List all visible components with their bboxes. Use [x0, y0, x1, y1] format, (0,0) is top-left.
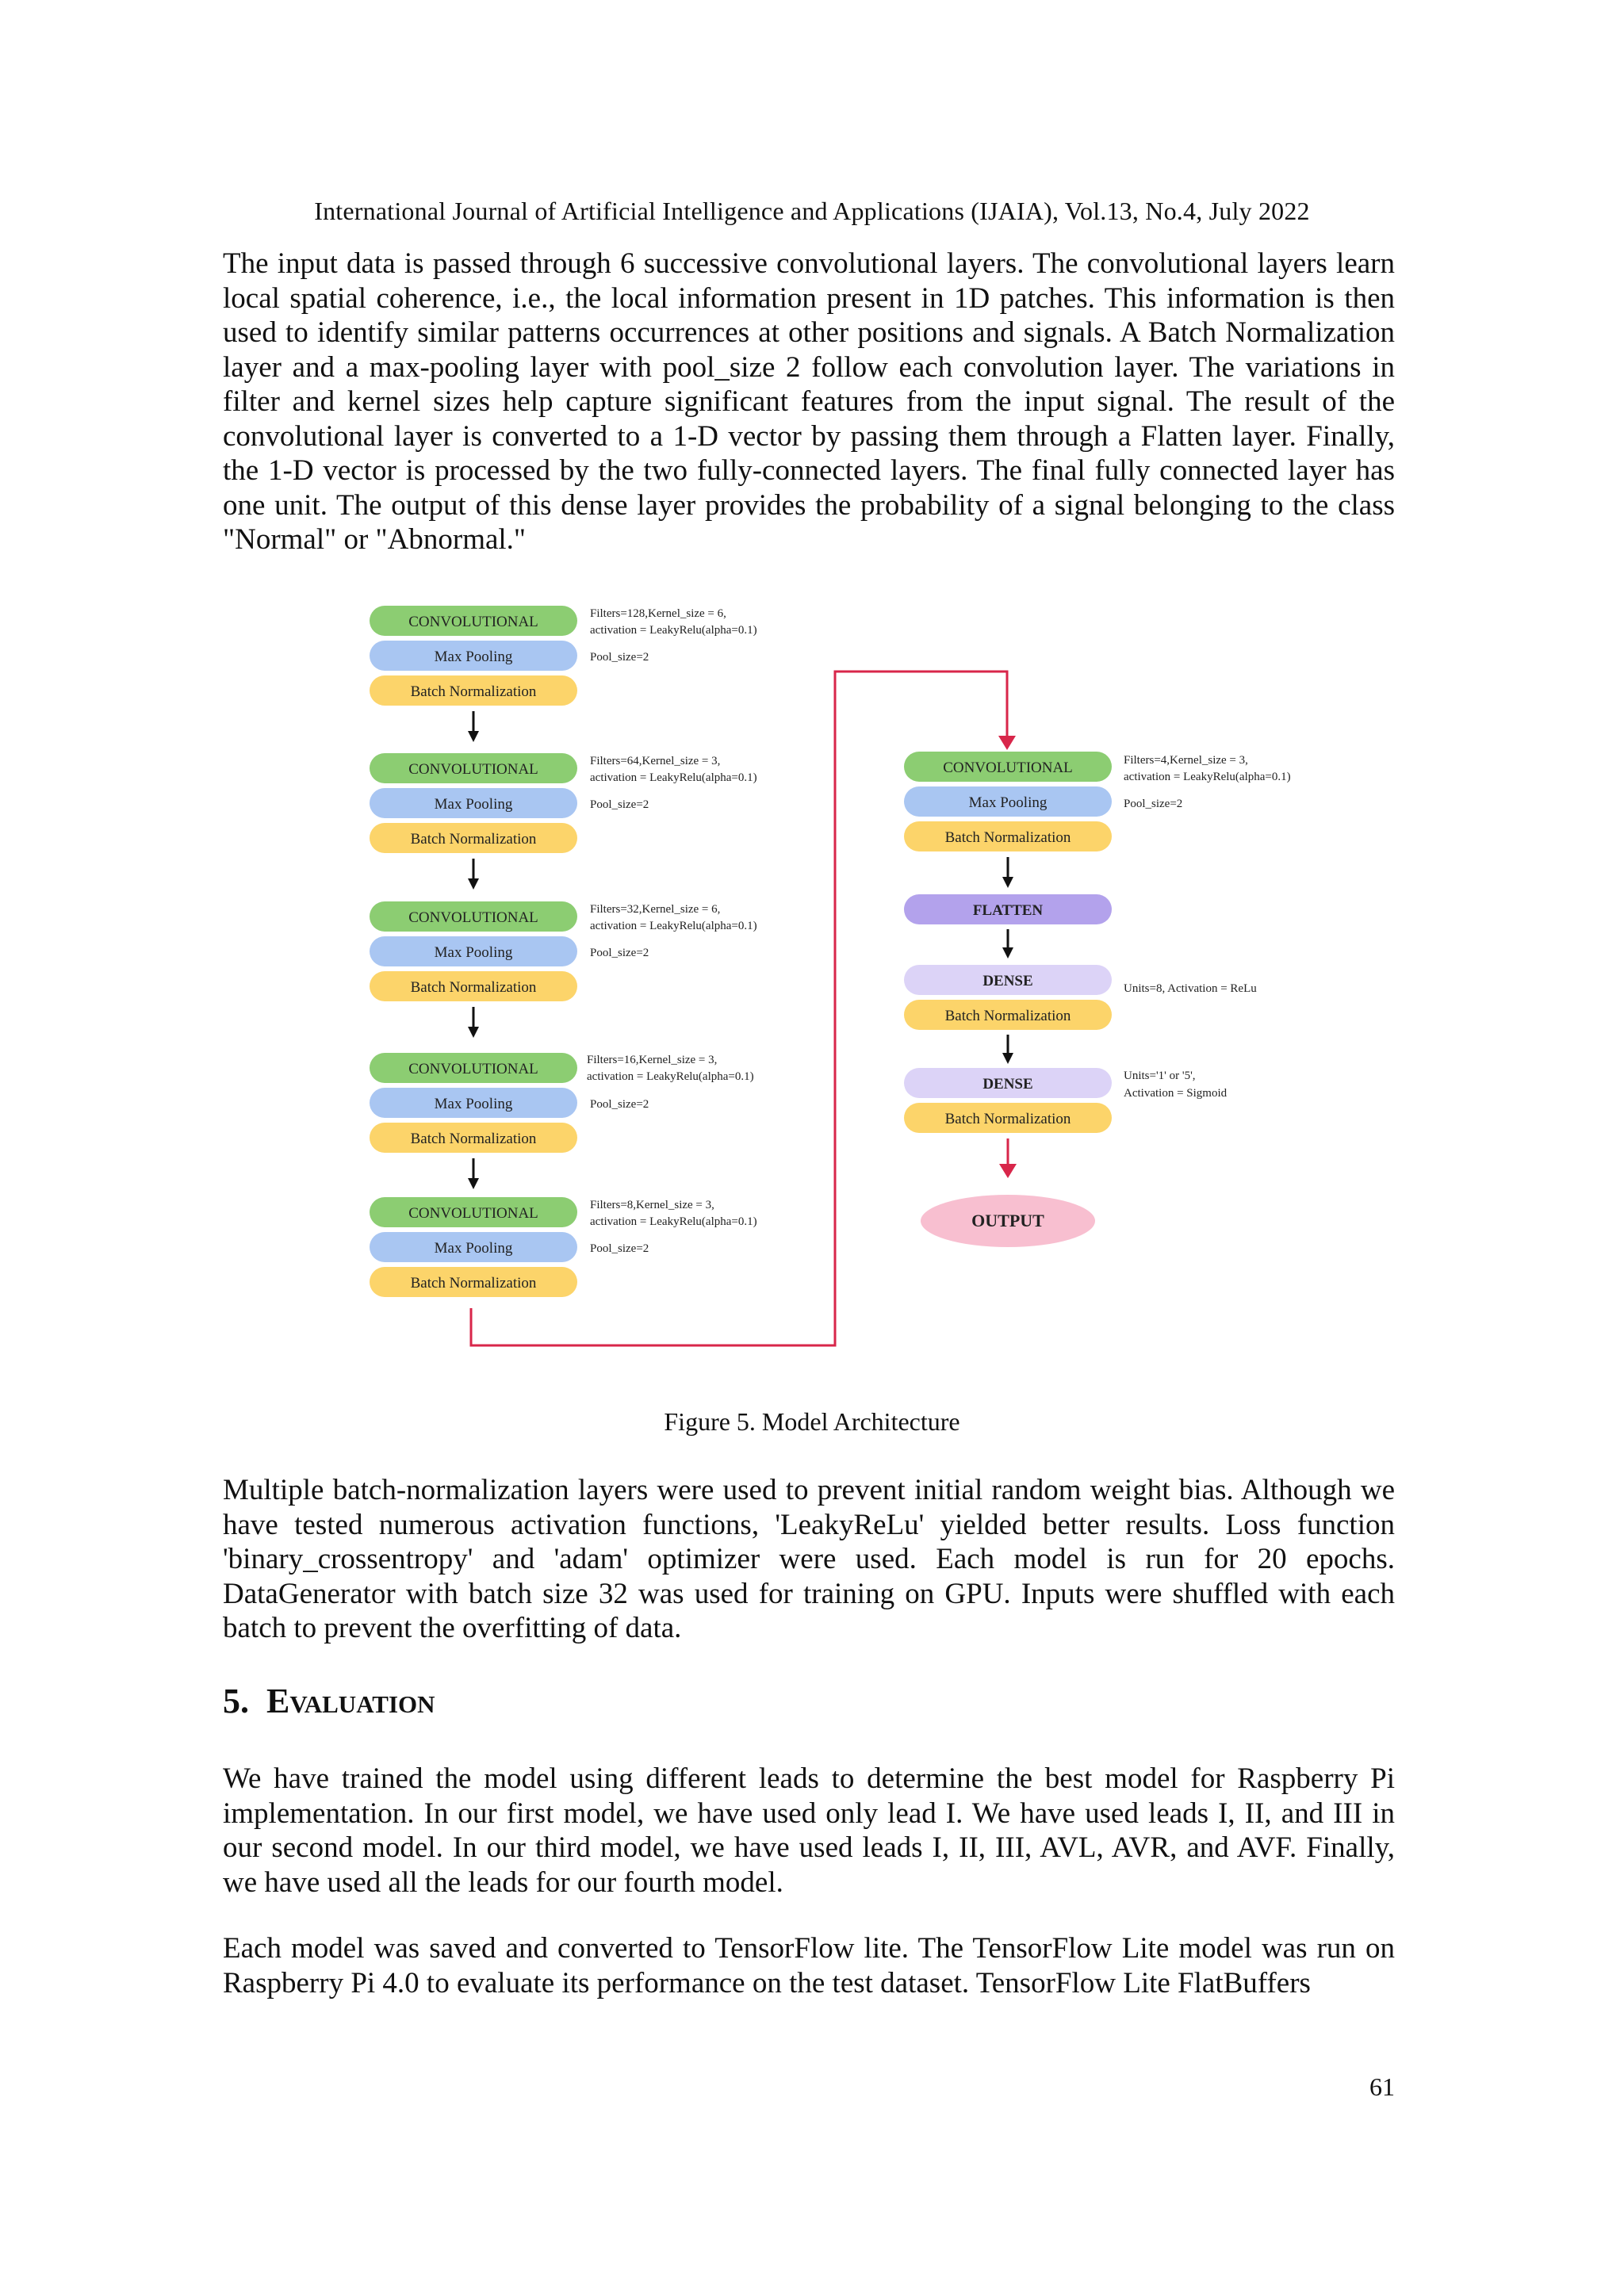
- pool-size-annotation: Pool_size=2: [590, 1098, 649, 1111]
- paragraph-tflite: Each model was saved and converted to TensorFlow lite. The TensorFlow Lite model was run on Raspberry Pi 4.0 to evaluate its performance on the test dataset. TensorFlow Lite FlatBuffers: [223, 1932, 1395, 1999]
- batchnorm-label: Batch Normalization: [410, 683, 537, 700]
- pool-size-annotation: Pool_size=2: [1124, 798, 1183, 810]
- activation-annotation: activation = LeakyRelu(alpha=0.1): [590, 771, 757, 784]
- paragraph-batchnorm: Multiple batch-normalization layers were used to prevent initial random weight bias. Although we have tested numerous activation functions, 'LeakyReLu' yielded better results. Loss function 'binary_crossentropy' and 'adam' optimizer were used. Each model is run for 20 epochs. DataGenerator with batch size 32 was used for training on GPU. Inputs were shuffled with each batch to prevent the overfitting of data.: [223, 1474, 1395, 1644]
- conv-label: CONVOLUTIONAL: [408, 909, 538, 926]
- down-arrow: [468, 1007, 479, 1038]
- filters-annotation: Filters=4,Kernel_size = 3,: [1124, 754, 1248, 767]
- flatten-label: FLATTEN: [972, 902, 1044, 919]
- filters-annotation: Filters=16,Kernel_size = 3,: [587, 1054, 718, 1066]
- left-block-1: [370, 606, 757, 706]
- batchnorm-label: Batch Normalization: [944, 1008, 1071, 1024]
- output-node: [921, 1195, 1095, 1247]
- pool-size-annotation: Pool_size=2: [590, 798, 649, 811]
- filters-annotation: Filters=64,Kernel_size = 3,: [590, 755, 721, 767]
- down-arrow: [468, 711, 479, 742]
- conv-label: CONVOLUTIONAL: [408, 1061, 538, 1077]
- section-heading: [223, 1681, 435, 1721]
- section-number: 5.: [223, 1682, 249, 1720]
- conv-label: CONVOLUTIONAL: [943, 760, 1073, 776]
- conv-label: CONVOLUTIONAL: [408, 1205, 538, 1222]
- batchnorm-label: Batch Normalization: [410, 979, 537, 996]
- conv-label: CONVOLUTIONAL: [408, 614, 538, 630]
- activation-annotation: activation = LeakyRelu(alpha=0.1): [587, 1070, 754, 1083]
- pool-size-annotation: Pool_size=2: [590, 947, 649, 959]
- conv-label: CONVOLUTIONAL: [408, 761, 538, 778]
- paragraph-architecture: The input data is passed through 6 successive convolutional layers. The convolutional layers learn local spatial coherence, i.e., the local information present in 1D patches. This information is then used to identify similar patterns occurrences at other positions and signals. A Batch Normalization layer and a max-pooling layer with pool_size 2 follow each convolution layer. The variations in filter and kernel sizes help capture significant features from the input signal. The result of the convolutional layer is converted to a 1-D vector by passing them through a Flatten layer. Finally, the 1-D vector is processed by the two fully-connected layers. The final fully connected layer has one unit. The output of this dense layer provides the probability of a signal belonging to the class "Normal" or "Abnormal.": [223, 247, 1395, 556]
- maxpool-label: Max Pooling: [434, 944, 513, 961]
- maxpool-label: Max Pooling: [434, 796, 513, 813]
- right-conv-block: [904, 752, 1291, 851]
- batchnorm-label: Batch Normalization: [410, 831, 537, 848]
- down-arrow: [468, 859, 479, 890]
- filters-annotation: Filters=32,Kernel_size = 6,: [590, 903, 721, 916]
- maxpool-label: Max Pooling: [434, 1240, 513, 1257]
- flatten-block: [904, 894, 1112, 924]
- dense-units-annotation: Units='1' or '5',: [1124, 1070, 1196, 1082]
- page-number: 61: [1369, 2072, 1395, 2101]
- batchnorm-label: Batch Normalization: [410, 1275, 537, 1292]
- filters-annotation: Filters=128,Kernel_size = 6,: [590, 607, 726, 620]
- pool-size-annotation: Pool_size=2: [590, 651, 649, 664]
- pool-size-annotation: Pool_size=2: [590, 1242, 649, 1255]
- batchnorm-label: Batch Normalization: [410, 1131, 537, 1147]
- section-title: Evaluation: [266, 1682, 435, 1720]
- down-arrow: [1002, 929, 1013, 959]
- left-block-2: [370, 753, 757, 853]
- down-arrow: [1002, 1035, 1013, 1064]
- dense-block-2: [904, 1068, 1228, 1133]
- connector-arrowhead: [998, 736, 1016, 750]
- paragraph-evaluation: We have trained the model using different leads to determine the best model for Raspberry Pi implementation. In our first model, we have used only lead I. We have used leads I, II, and III in our second model. In our third model, we have used leads I, II, III, AVL, AVR, and AVF. Finally, we have used all the leads for our fourth model.: [223, 1762, 1395, 1899]
- dense-annotation: Units=8, Activation = ReLu: [1124, 982, 1257, 995]
- activation-annotation: activation = LeakyRelu(alpha=0.1): [1124, 771, 1291, 783]
- down-arrow: [468, 1158, 479, 1189]
- activation-annotation: activation = LeakyRelu(alpha=0.1): [590, 920, 757, 932]
- dense-block-1: [904, 965, 1257, 1030]
- journal-header: International Journal of Artificial Intelligence and Applications (IJAIA), Vol.13, No.4, July 2022: [314, 197, 1310, 225]
- down-arrow: [1002, 857, 1013, 888]
- maxpool-label: Max Pooling: [968, 794, 1048, 811]
- maxpool-label: Max Pooling: [434, 1096, 513, 1112]
- batchnorm-label: Batch Normalization: [944, 829, 1071, 846]
- left-block-5: [370, 1197, 757, 1297]
- filters-annotation: Filters=8,Kernel_size = 3,: [590, 1199, 714, 1211]
- batchnorm-label: Batch Normalization: [944, 1111, 1071, 1127]
- dense-activation-annotation: Activation = Sigmoid: [1124, 1087, 1228, 1100]
- output-arrow: [999, 1138, 1017, 1178]
- left-block-3: [370, 901, 757, 1001]
- dense-label: DENSE: [982, 973, 1033, 989]
- activation-annotation: activation = LeakyRelu(alpha=0.1): [590, 1215, 757, 1228]
- left-block-4: [370, 1053, 754, 1153]
- figure-caption: Figure 5. Model Architecture: [664, 1407, 960, 1436]
- dense-label: DENSE: [982, 1076, 1033, 1093]
- output-label: OUTPUT: [971, 1211, 1044, 1230]
- maxpool-label: Max Pooling: [434, 649, 513, 665]
- activation-annotation: activation = LeakyRelu(alpha=0.1): [590, 624, 757, 637]
